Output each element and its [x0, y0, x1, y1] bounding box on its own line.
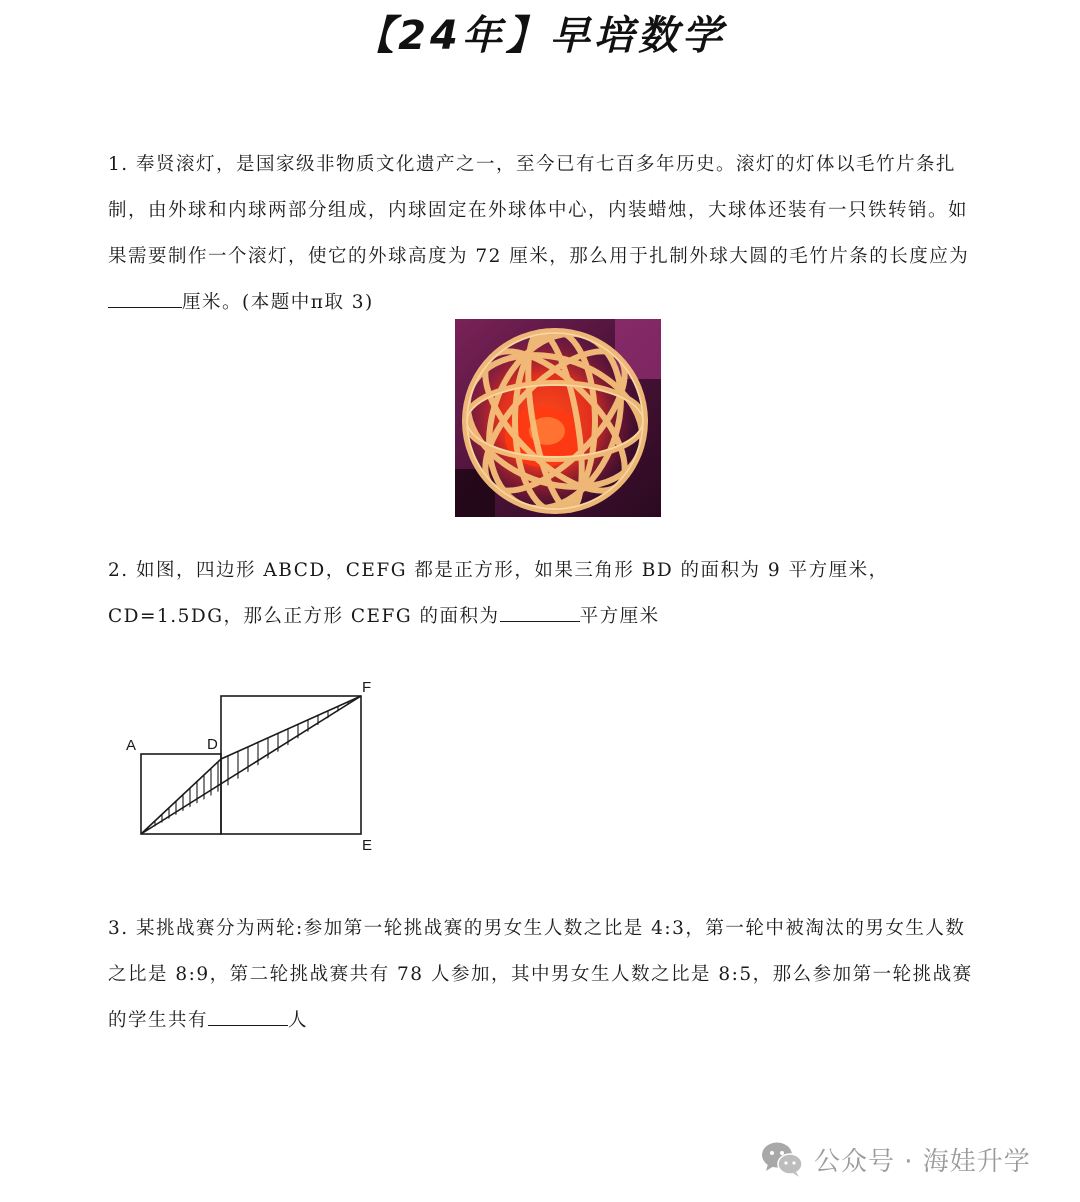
- square-cefg: [221, 696, 361, 834]
- question-2-suffix: 平方厘米: [579, 606, 660, 627]
- geometry-figure: [118, 668, 388, 862]
- question-3: [108, 906, 978, 1044]
- question-2-text: 2. 如图，四边形 ABCD，CEFG 都是正方形，如果三角形 BD 的面积为 9 平方厘米，CD=1.5DG，那么正方形 CEFG 的面积为: [108, 560, 889, 627]
- label-f: F: [362, 679, 372, 696]
- answer-blank-3[interactable]: [208, 1005, 288, 1026]
- question-1-suffix: 厘米。(本题中π取 3): [182, 292, 374, 313]
- label-e: E: [362, 837, 373, 854]
- watermark: [760, 1134, 1031, 1184]
- question-3-suffix: 人: [288, 1010, 309, 1031]
- page-title: 【24年】早培数学: [354, 13, 726, 59]
- label-a: A: [126, 737, 137, 754]
- wechat-icon: [760, 1139, 804, 1179]
- question-2: [108, 548, 978, 640]
- label-d: D: [207, 736, 218, 753]
- watermark-text: 公众号 · 海娃升学: [814, 1146, 1031, 1177]
- shaded-region: [148, 688, 348, 838]
- answer-blank-1[interactable]: [108, 287, 182, 308]
- question-3-text: 3. 某挑战赛分为两轮:参加第一轮挑战赛的男女生人数之比是 4:3，第一轮中被淘汰的男女生人数之比是 8:9，第二轮挑战赛共有 78 人参加，其中男女生人数之比是 8:5，那么参加第一轮挑战赛的学生共有: [108, 918, 973, 1031]
- question-1: [108, 142, 978, 326]
- lantern-image: [455, 319, 661, 517]
- question-1-text: 1. 奉贤滚灯，是国家级非物质文化遗产之一，至今已有七百多年历史。滚灯的灯体以毛竹片条扎制，由外球和内球两部分组成，内球固定在外球体中心，内装蜡烛，大球体还装有一只铁转销。如果需要制作一个滚灯，使它的外球高度为 72 厘米，那么用于扎制外球大圆的毛竹片条的长度应为: [108, 154, 970, 267]
- answer-blank-2[interactable]: [500, 601, 580, 622]
